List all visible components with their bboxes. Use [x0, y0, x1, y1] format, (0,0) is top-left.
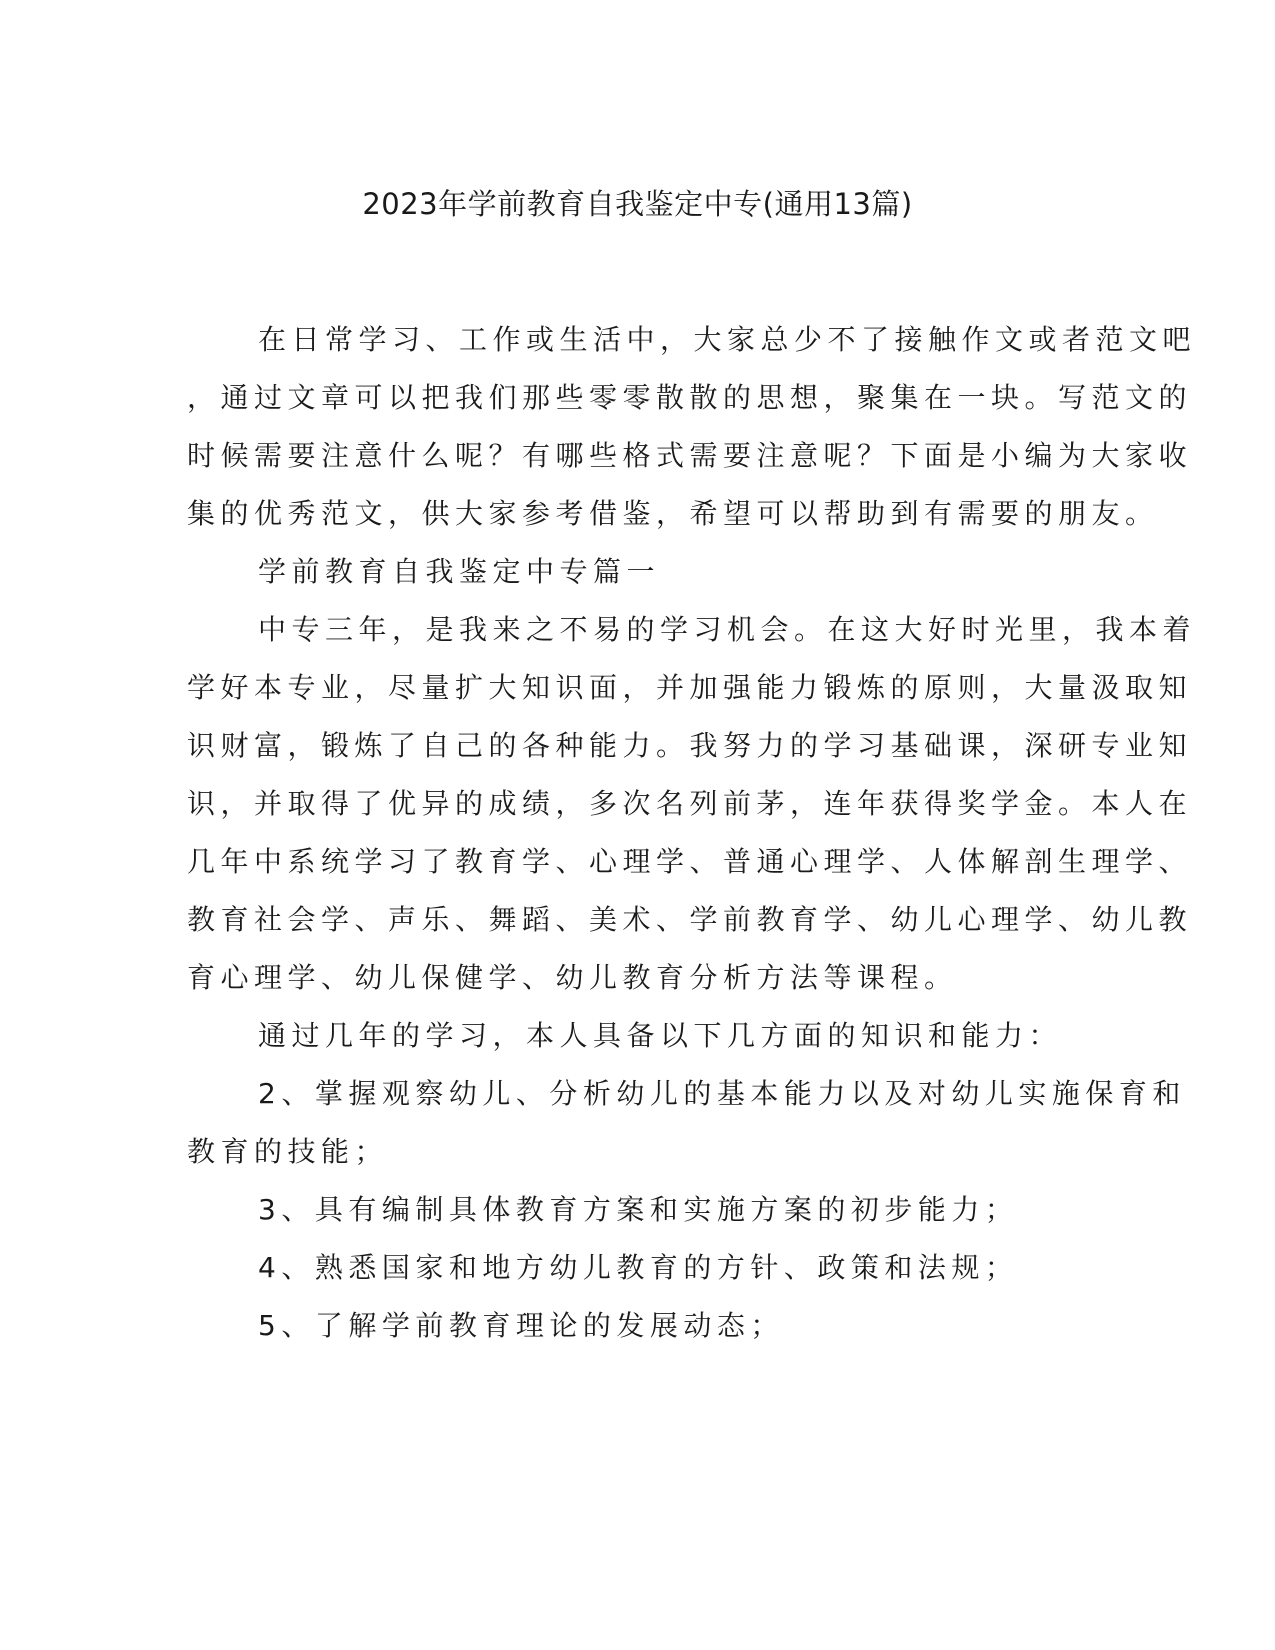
list-item: 5、了解学前教育理论的发展动态； — [258, 1309, 784, 1342]
list-item: 2、掌握观察幼儿、分析幼儿的基本能力以及对幼儿实施保育和 — [258, 1077, 1186, 1110]
paragraph-line: 几年中系统学习了教育学、心理学、普通心理学、人体解剖生理学、 — [187, 845, 1193, 878]
paragraph-line: 识，并取得了优异的成绩，多次名列前茅，连年获得奖学金。本人在 — [187, 787, 1193, 820]
paragraph-line: 中专三年，是我来之不易的学习机会。在这大好时光里，我本着 — [258, 613, 1197, 646]
list-item-continuation: 教育的技能； — [187, 1135, 389, 1168]
paragraph-line: 学好本专业，尽量扩大知识面，并加强能力锻炼的原则，大量汲取知 — [187, 671, 1193, 704]
paragraph-line: 集的优秀范文，供大家参考借鉴，希望可以帮助到有需要的朋友。 — [187, 497, 1159, 530]
section-heading: 学前教育自我鉴定中专篇一 — [258, 555, 661, 588]
paragraph-line: 识财富，锻炼了自己的各种能力。我努力的学习基础课，深研专业知 — [187, 729, 1193, 762]
paragraph-line: 育心理学、幼儿保健学、幼儿教育分析方法等课程。 — [187, 961, 958, 994]
paragraph-line: ，通过文章可以把我们那些零零散散的思想，聚集在一块。写范文的 — [187, 381, 1193, 414]
paragraph-line: 教育社会学、声乐、舞蹈、美术、学前教育学、幼儿心理学、幼儿教 — [187, 903, 1193, 936]
document-title: 2023年学前教育自我鉴定中专(通用13篇) — [362, 187, 913, 221]
list-item: 3、具有编制具体教育方案和实施方案的初步能力； — [258, 1193, 1019, 1226]
list-item: 4、熟悉国家和地方幼儿教育的方针、政策和法规； — [258, 1251, 1019, 1284]
paragraph-line: 时候需要注意什么呢？有哪些格式需要注意呢？下面是小编为大家收 — [187, 439, 1193, 472]
paragraph-line: 在日常学习、工作或生活中，大家总少不了接触作文或者范文吧 — [258, 323, 1197, 356]
paragraph-line: 通过几年的学习，本人具备以下几方面的知识和能力： — [258, 1019, 1063, 1052]
